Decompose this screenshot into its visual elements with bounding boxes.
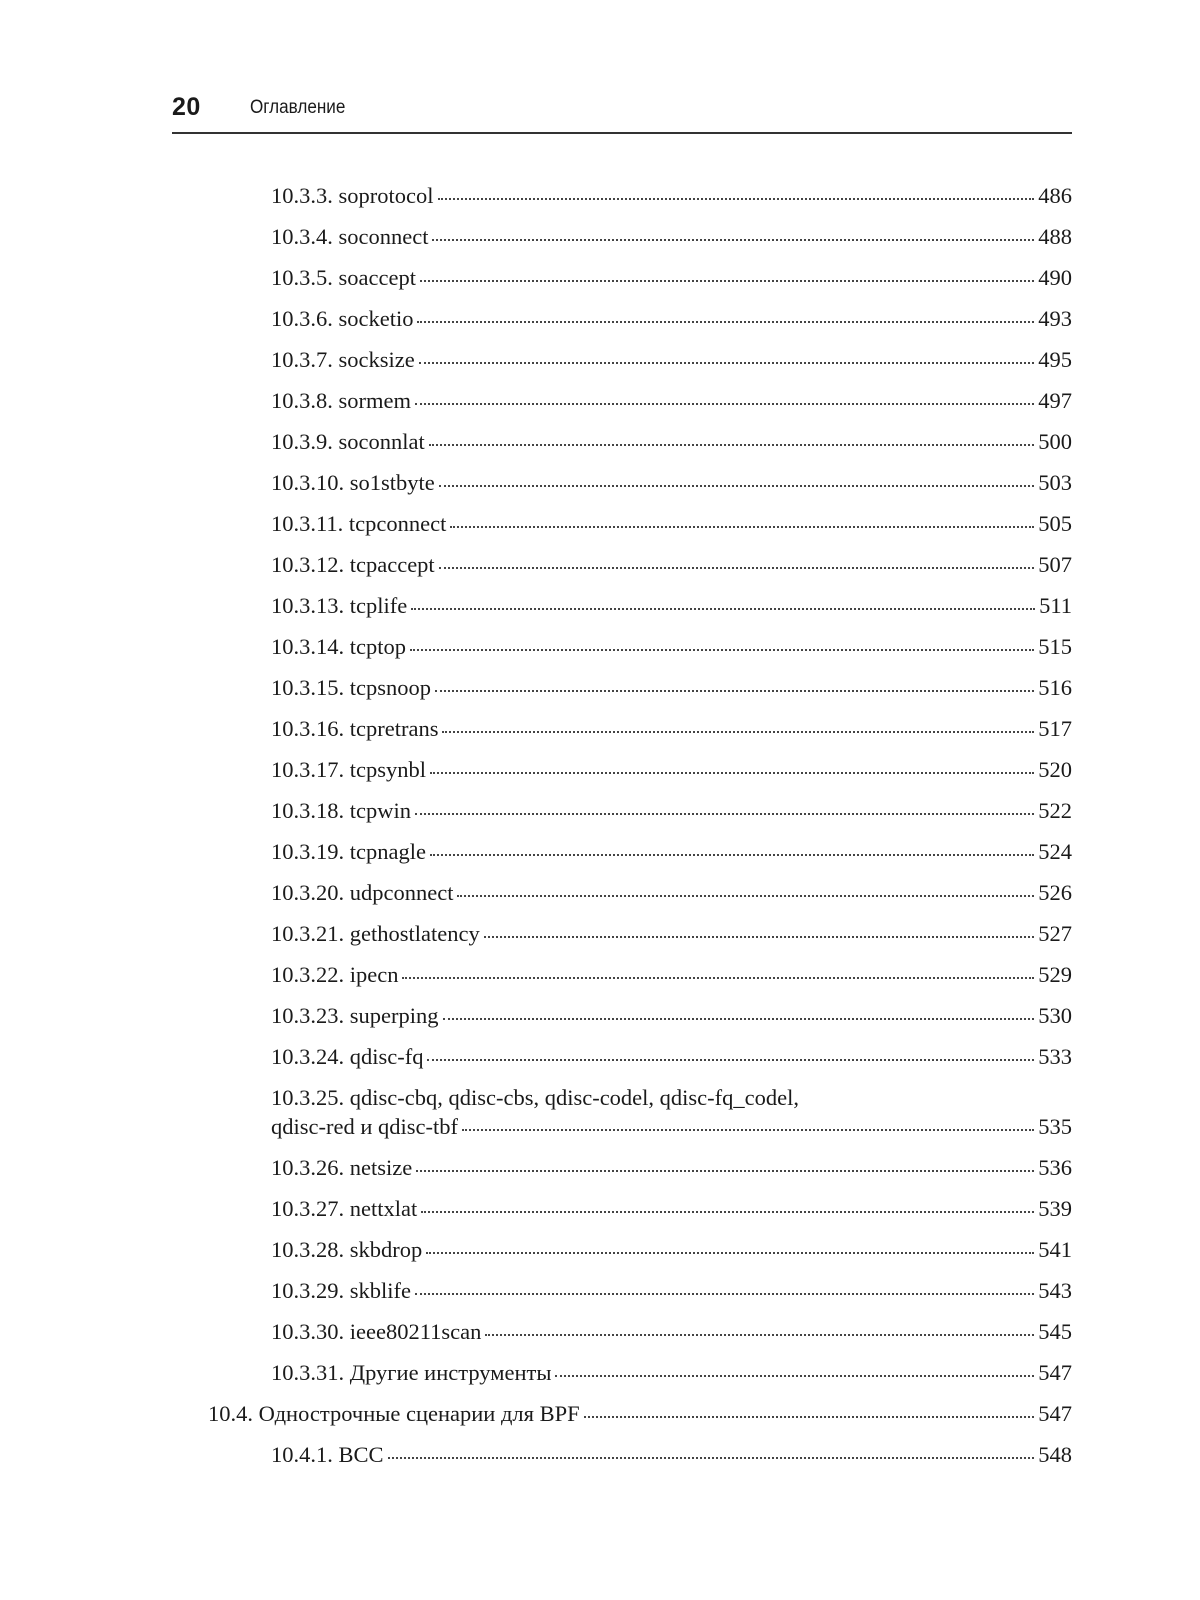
toc-entry[interactable] bbox=[0, 175, 1200, 216]
toc-entry-page: 486 bbox=[1038, 183, 1072, 208]
toc-entry[interactable] bbox=[0, 1229, 1200, 1270]
toc-entry-title: 10.3.19. tcpnagle bbox=[271, 839, 426, 864]
dot-leader bbox=[462, 1128, 1034, 1131]
toc-entry-page: 545 bbox=[1038, 1319, 1072, 1344]
toc-entry[interactable] bbox=[0, 831, 1200, 872]
toc-entry[interactable] bbox=[0, 585, 1200, 626]
dot-leader bbox=[430, 853, 1034, 856]
page-header bbox=[172, 88, 1072, 134]
page-number: 20 bbox=[172, 93, 201, 121]
dot-leader bbox=[484, 935, 1035, 938]
dot-leader bbox=[429, 443, 1035, 446]
toc-entry-page: 539 bbox=[1038, 1196, 1072, 1221]
dot-leader bbox=[430, 771, 1034, 774]
toc-entry-page: 522 bbox=[1038, 798, 1072, 823]
toc-entry[interactable] bbox=[0, 1270, 1200, 1311]
toc-entry-section[interactable] bbox=[0, 1393, 1200, 1434]
toc-entry-page: 524 bbox=[1038, 839, 1072, 864]
dot-leader bbox=[432, 238, 1034, 241]
toc-entry-page: 490 bbox=[1038, 265, 1072, 290]
toc-entry-page: 503 bbox=[1038, 470, 1072, 495]
toc-entry[interactable] bbox=[0, 462, 1200, 503]
toc-entry-title: 10.3.23. superping bbox=[271, 1003, 439, 1028]
toc-entry-title: 10.3.29. skblife bbox=[271, 1278, 411, 1303]
toc-entry[interactable] bbox=[0, 790, 1200, 831]
toc-entry[interactable] bbox=[0, 749, 1200, 790]
dot-leader bbox=[388, 1456, 1035, 1459]
dot-leader bbox=[415, 812, 1034, 815]
toc-entry-page: 536 bbox=[1038, 1155, 1072, 1180]
toc-entry-page: 493 bbox=[1038, 306, 1072, 331]
toc-entry[interactable] bbox=[0, 257, 1200, 298]
dot-leader bbox=[438, 197, 1035, 200]
toc-entry-page: 543 bbox=[1038, 1278, 1072, 1303]
toc-entry[interactable] bbox=[0, 380, 1200, 421]
toc-entry-page: 547 bbox=[1038, 1360, 1072, 1385]
toc-entry-title: 10.3.20. udpconnect bbox=[271, 880, 454, 905]
dot-leader bbox=[427, 1058, 1034, 1061]
toc-entry-page: 541 bbox=[1038, 1237, 1072, 1262]
toc-entry[interactable] bbox=[0, 1147, 1200, 1188]
toc-entry[interactable] bbox=[0, 216, 1200, 257]
toc-entry-title: 10.3.22. ipecn bbox=[271, 962, 399, 987]
toc-entry-title: 10.3.24. qdisc-fq bbox=[271, 1044, 424, 1069]
toc-entry-title: 10.3.17. tcpsynbl bbox=[271, 757, 426, 782]
toc-entry-page: 515 bbox=[1038, 634, 1072, 659]
dot-leader bbox=[417, 320, 1034, 323]
dot-leader bbox=[555, 1374, 1034, 1377]
toc-entry-page: 527 bbox=[1038, 921, 1072, 946]
dot-leader bbox=[450, 525, 1034, 528]
dot-leader bbox=[435, 689, 1034, 692]
toc-entry-title: 10.3.27. nettxlat bbox=[271, 1196, 418, 1221]
toc-entry-page: 511 bbox=[1039, 593, 1072, 618]
toc-entry[interactable] bbox=[0, 626, 1200, 667]
dot-leader bbox=[415, 1292, 1034, 1295]
dot-leader bbox=[443, 1017, 1035, 1020]
toc-entry[interactable] bbox=[0, 1188, 1200, 1229]
toc-entry-page: 535 bbox=[1038, 1114, 1072, 1139]
toc-entry[interactable] bbox=[0, 421, 1200, 462]
dot-leader bbox=[416, 1169, 1034, 1172]
table-of-contents bbox=[0, 175, 1200, 1475]
toc-entry-title: 10.4. Однострочные сценарии для BPF bbox=[208, 1401, 580, 1426]
toc-entry[interactable] bbox=[0, 544, 1200, 585]
toc-entry-title: 10.3.30. ieee80211scan bbox=[271, 1319, 482, 1344]
toc-entry-title: 10.3.6. socketio bbox=[271, 306, 414, 331]
toc-entry-title: 10.3.10. so1stbyte bbox=[271, 470, 435, 495]
toc-entry-title: 10.3.21. gethostlatency bbox=[271, 921, 480, 946]
dot-leader bbox=[420, 279, 1034, 282]
dot-leader bbox=[402, 976, 1034, 979]
dot-leader bbox=[584, 1415, 1035, 1418]
toc-entry-title: 10.3.4. soconnect bbox=[271, 224, 429, 249]
toc-entry[interactable] bbox=[0, 913, 1200, 954]
toc-entry-title: 10.3.31. Другие инструменты bbox=[271, 1360, 552, 1385]
toc-entry-page: 517 bbox=[1038, 716, 1072, 741]
dot-leader bbox=[410, 648, 1034, 651]
toc-entry-title: 10.3.7. socksize bbox=[271, 347, 415, 372]
toc-entry-title: 10.3.3. soprotocol bbox=[271, 183, 434, 208]
toc-entry-title: qdisc-red и qdisc-tbf bbox=[271, 1114, 458, 1139]
toc-entry-page: 495 bbox=[1038, 347, 1072, 372]
toc-entry[interactable] bbox=[0, 708, 1200, 749]
toc-entry[interactable] bbox=[0, 872, 1200, 913]
dot-leader bbox=[411, 607, 1035, 610]
toc-entry-title: 10.3.15. tcpsnoop bbox=[271, 675, 431, 700]
toc-entry-title: 10.3.5. soaccept bbox=[271, 265, 416, 290]
toc-entry-page: 507 bbox=[1038, 552, 1072, 577]
toc-entry-title: 10.3.18. tcpwin bbox=[271, 798, 411, 823]
dot-leader bbox=[421, 1210, 1034, 1213]
running-title: Оглавление bbox=[250, 97, 346, 118]
dot-leader bbox=[439, 566, 1035, 569]
toc-entry[interactable] bbox=[0, 1352, 1200, 1393]
toc-entry[interactable] bbox=[0, 298, 1200, 339]
toc-entry-page: 520 bbox=[1038, 757, 1072, 782]
toc-entry[interactable] bbox=[0, 1311, 1200, 1352]
dot-leader bbox=[485, 1333, 1034, 1336]
toc-entry-title: 10.3.9. soconnlat bbox=[271, 429, 425, 454]
dot-leader bbox=[426, 1251, 1034, 1254]
toc-entry-title: 10.3.13. tcplife bbox=[271, 593, 408, 618]
toc-entry-title: 10.3.16. tcpretrans bbox=[271, 716, 439, 741]
toc-entry[interactable] bbox=[0, 995, 1200, 1036]
toc-entry-title: 10.3.8. sormem bbox=[271, 388, 411, 413]
toc-entry-page: 529 bbox=[1038, 962, 1072, 987]
toc-entry[interactable] bbox=[0, 1434, 1200, 1475]
toc-entry-page: 548 bbox=[1038, 1442, 1072, 1467]
toc-entry-title: 10.4.1. BCC bbox=[271, 1442, 384, 1467]
toc-entry-page: 505 bbox=[1038, 511, 1072, 536]
toc-entry-title: 10.3.11. tcpconnect bbox=[271, 511, 447, 536]
toc-entry[interactable] bbox=[0, 954, 1200, 995]
toc-entry-page: 547 bbox=[1038, 1401, 1072, 1426]
toc-entry[interactable] bbox=[0, 339, 1200, 380]
dot-leader bbox=[442, 730, 1034, 733]
toc-entry-title: 10.3.12. tcpaccept bbox=[271, 552, 435, 577]
toc-entry[interactable] bbox=[0, 667, 1200, 708]
toc-entry-title: 10.3.26. netsize bbox=[271, 1155, 413, 1180]
toc-entry-page: 526 bbox=[1038, 880, 1072, 905]
toc-entry-page: 488 bbox=[1038, 224, 1072, 249]
toc-entry-page: 530 bbox=[1038, 1003, 1072, 1028]
dot-leader bbox=[439, 484, 1034, 487]
toc-entry[interactable] bbox=[0, 1036, 1200, 1077]
toc-entry-title-line1: 10.3.25. qdisc-cbq, qdisc-cbs, qdisc-codel, qdisc-fq_codel, bbox=[271, 1085, 799, 1110]
toc-entry-page: 497 bbox=[1038, 388, 1072, 413]
toc-entry-page: 500 bbox=[1038, 429, 1072, 454]
toc-entry-page: 516 bbox=[1038, 675, 1072, 700]
toc-entry[interactable] bbox=[0, 503, 1200, 544]
toc-entry-two-line[interactable] bbox=[0, 1077, 1200, 1147]
toc-entry-page: 533 bbox=[1038, 1044, 1072, 1069]
toc-entry-title: 10.3.14. tcptop bbox=[271, 634, 406, 659]
dot-leader bbox=[415, 402, 1034, 405]
toc-entry-title: 10.3.28. skbdrop bbox=[271, 1237, 423, 1262]
dot-leader bbox=[419, 361, 1035, 364]
dot-leader bbox=[457, 894, 1034, 897]
